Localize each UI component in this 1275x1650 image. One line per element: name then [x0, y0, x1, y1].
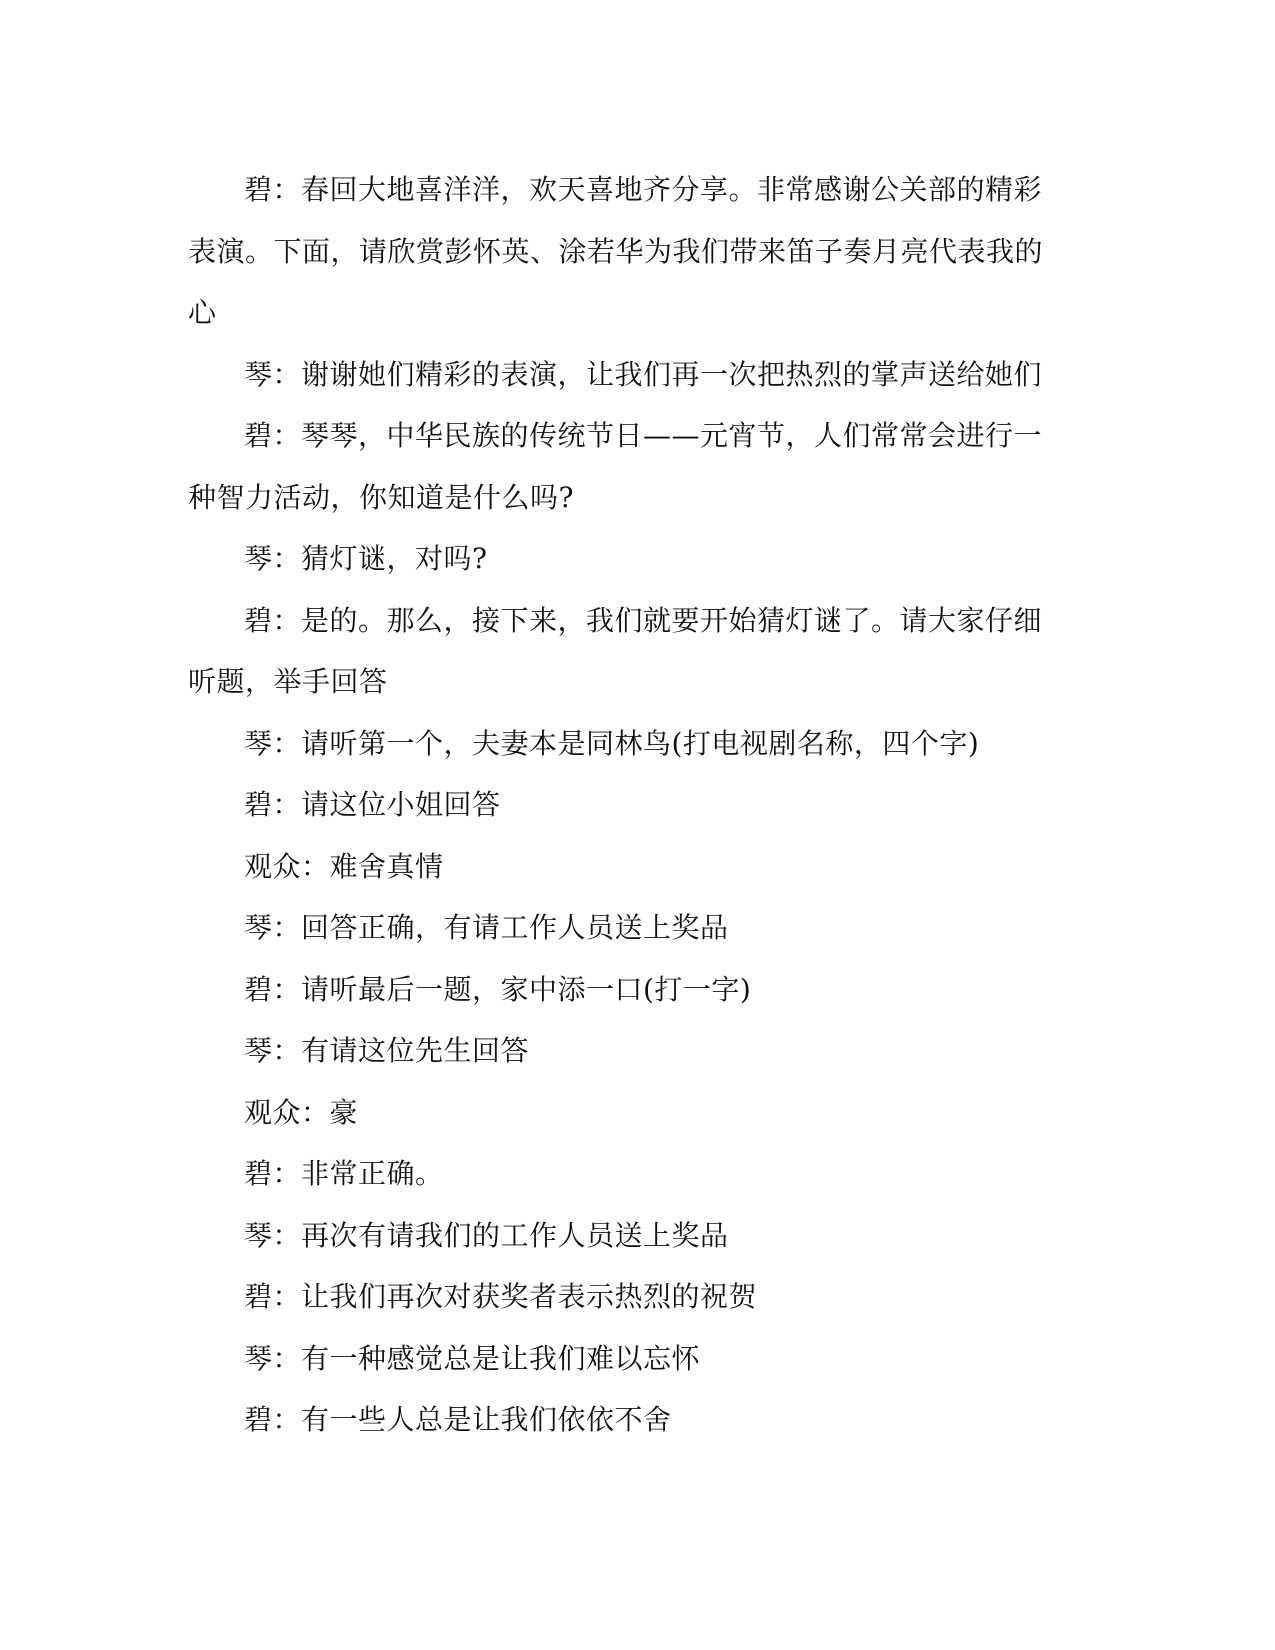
dialogue-line: 碧：请这位小姐回答 — [244, 788, 501, 821]
dialogue-line: 琴：猜灯谜，对吗? — [244, 542, 488, 575]
dialogue-line: 琴：有一种感觉总是让我们难以忘怀 — [244, 1341, 701, 1375]
document-body — [188, 159, 1068, 1451]
dialogue-line: 碧：琴琴，中华民族的传统节日——元宵节，人们常常会进行一种智力活动，你知道是什么吗? — [188, 419, 1043, 514]
dialogue-line: 碧：非常正确。 — [244, 1157, 444, 1190]
dialogue-line: 碧：有一些人总是让我们依依不舍 — [244, 1403, 672, 1436]
dialogue-line: 碧：让我们再次对获奖者表示热烈的祝贺 — [244, 1280, 758, 1313]
dialogue-line: 琴：回答正确，有请工作人员送上奖品 — [244, 911, 729, 944]
dialogue-line: 琴：有请这位先生回答 — [244, 1034, 530, 1067]
dialogue-line: 琴：谢谢她们精彩的表演，让我们再一次把热烈的掌声送给她们 — [244, 357, 1043, 391]
dialogue-line: 碧：请听最后一题，家中添一口(打一字) — [244, 972, 752, 1006]
dialogue-line: 琴：请听第一个，夫妻本是同林鸟(打电视剧名称，四个字) — [244, 726, 980, 760]
dialogue-line: 碧：是的。那么，接下来，我们就要开始猜灯谜了。请大家仔细听题，举手回答 — [188, 603, 1043, 698]
dialogue-line: 观众：豪 — [244, 1095, 359, 1129]
dialogue-line: 观众：难舍真情 — [244, 849, 444, 883]
dialogue-line: 琴：再次有请我们的工作人员送上奖品 — [244, 1218, 729, 1252]
dialogue-line: 碧：春回大地喜洋洋，欢天喜地齐分享。非常感谢公关部的精彩表演。下面，请欣赏彭怀英、涂若华为我们带来笛子奏月亮代表我的心 — [188, 173, 1044, 329]
